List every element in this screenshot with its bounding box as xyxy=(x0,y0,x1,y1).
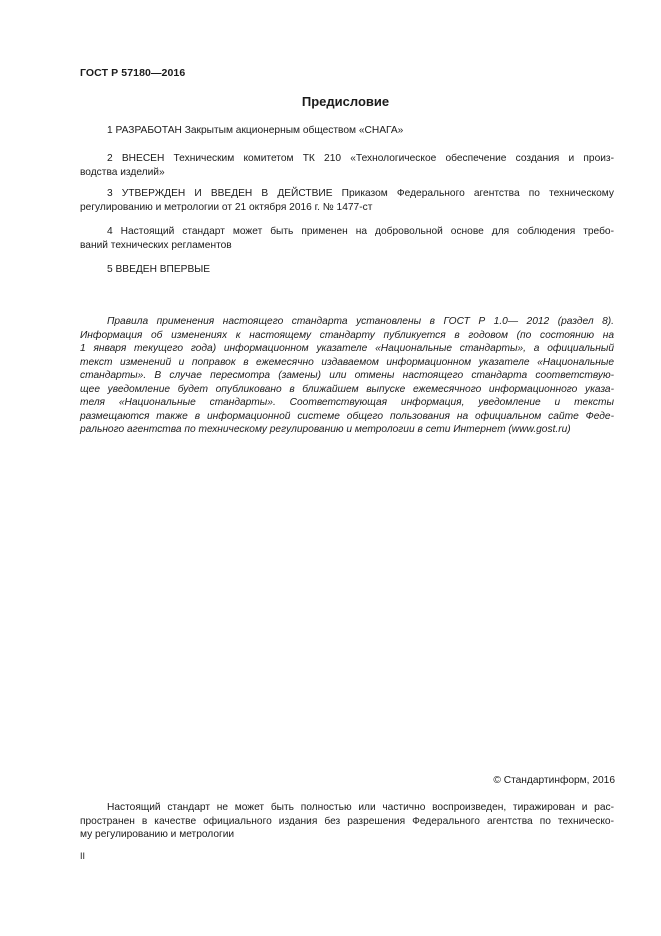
page-number: II xyxy=(80,851,86,861)
foreword-item-4-line: 4 Настоящий стандарт может быть применен на добровольной основе для соблюдения требо- xyxy=(107,226,614,237)
notice-line: текст изменений и поправок в ежемесячно издаваемом информационном указателе «Национальные xyxy=(80,356,614,368)
notice-line: теля «Национальные стандарты». Соответствующая информация, уведомление и тексты xyxy=(80,397,614,408)
foreword-item-2-line: 2 ВНЕСЕН Техническим комитетом ТК 210 «Технологическое обеспечение создания и произ- xyxy=(107,153,614,164)
foreword-item-3-line: регулированию и метрологии от 21 октября 2016 г. № 1477-ст xyxy=(80,201,373,213)
foreword-item-4 xyxy=(80,225,614,252)
foreword-item-5 xyxy=(80,263,614,277)
standard-usage-notice xyxy=(80,315,614,437)
foreword-item-3 xyxy=(80,187,614,214)
notice-line: Правила применения настоящего стандарта установлены в ГОСТ Р 1.0— 2012 (раздел 8). xyxy=(107,316,614,327)
notice-line: 1 января текущего года) информационном указателе «Национальные стандарты», а официальный xyxy=(80,343,614,354)
reproduction-notice-line: Настоящий стандарт не может быть полностью или частично воспроизведен, тиражирован и рас- xyxy=(107,802,614,813)
foreword-item-1-line: 1 РАЗРАБОТАН Закрытым акционерным обществом «СНАГА» xyxy=(107,125,404,136)
reproduction-notice xyxy=(80,801,614,842)
notice-line: Информация об изменениях к настоящему стандарту публикуется в годовом (по состоянию на xyxy=(80,329,614,341)
foreword-item-2-line: водства изделий» xyxy=(80,166,165,178)
foreword-item-4-line: ваний технических регламентов xyxy=(80,239,232,251)
notice-line: рального агентства по техническому регулированию и метрологии в сети Интернет (www.gost.ru) xyxy=(80,424,571,435)
foreword-item-2 xyxy=(80,152,614,179)
notice-line: щее уведомление будет опубликовано в ближайшем выпуске ежемесячного информационного указа- xyxy=(80,383,614,395)
foreword-item-5-line: 5 ВВЕДЕН ВПЕРВЫЕ xyxy=(107,264,211,275)
copyright-notice: © Стандартинформ, 2016 xyxy=(493,775,615,786)
page-title: Предисловие xyxy=(301,94,390,109)
foreword-item-3-line: 3 УТВЕРЖДЕН И ВВЕДЕН В ДЕЙСТВИЕ Приказом Федерального агентства по техническому xyxy=(107,188,614,199)
reproduction-notice-line: пространен в качестве официального издания без разрешения Федерального агентства по техническо- xyxy=(80,815,614,827)
document-code: ГОСТ Р 57180—2016 xyxy=(80,67,186,79)
foreword-item-1 xyxy=(80,124,614,138)
reproduction-notice-line: му регулированию и метрологии xyxy=(80,829,235,840)
notice-line: стандарты». В случае пересмотра (замены) или отмены настоящего стандарта соответствую- xyxy=(80,370,614,381)
notice-line: размещаются также в информационной системе общего пользования на официальном сайте Феде- xyxy=(80,410,614,422)
